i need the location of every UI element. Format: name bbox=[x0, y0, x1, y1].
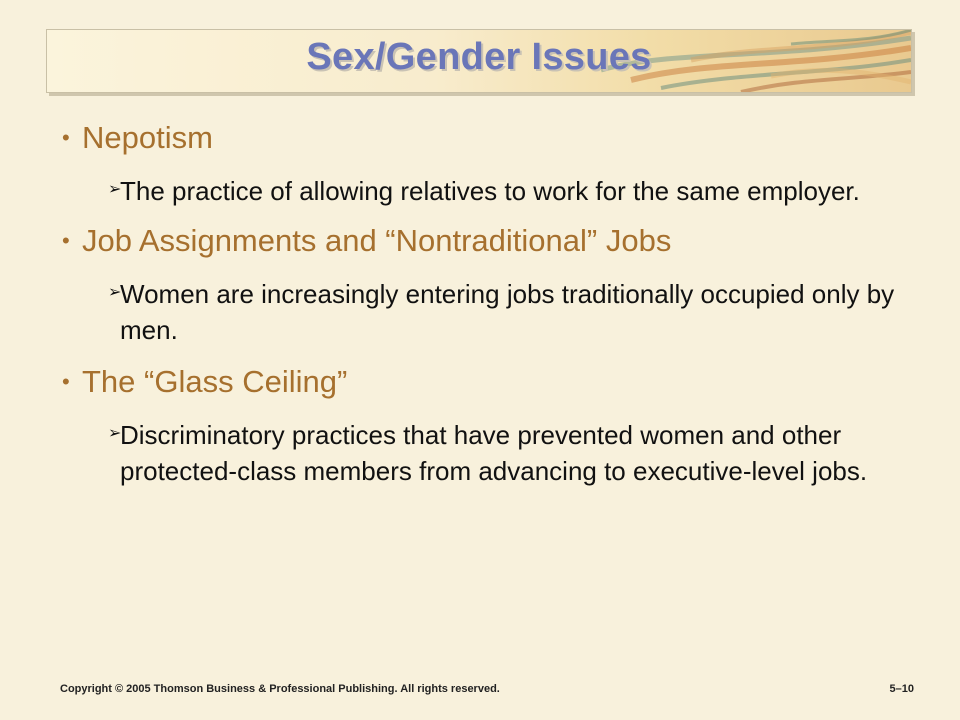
sub-bullet-glass-ceiling bbox=[108, 417, 912, 489]
title-banner bbox=[46, 29, 912, 93]
sub-bullet-job-assignments bbox=[108, 276, 912, 348]
bullet-heading: Job Assignments and “Nontraditional” Jobs bbox=[82, 223, 672, 258]
arrow-right-icon: ➢ bbox=[108, 425, 122, 442]
bullet-heading: The “Glass Ceiling” bbox=[82, 364, 348, 399]
arrow-right-icon: ➢ bbox=[108, 284, 122, 301]
bullet-job-assignments bbox=[62, 221, 912, 264]
footer bbox=[60, 683, 914, 695]
sub-bullet-nepotism bbox=[108, 173, 912, 209]
sub-bullet-text: Discriminatory practices that have prevented women and other protected-class members from advancing to executive-level jobs. bbox=[120, 420, 868, 486]
bullet-dot-icon: • bbox=[62, 228, 70, 253]
arrow-right-icon: ➢ bbox=[108, 181, 122, 198]
bullet-nepotism bbox=[62, 118, 912, 161]
sub-bullet-text: Women are increasingly entering jobs traditionally occupied only by men. bbox=[120, 279, 895, 345]
bullet-dot-icon: • bbox=[62, 369, 70, 394]
bullet-glass-ceiling bbox=[62, 362, 912, 405]
sub-bullet-text: The practice of allowing relatives to work for the same employer. bbox=[120, 176, 860, 206]
slide-number: 5–10 bbox=[889, 683, 914, 695]
copyright-notice: Copyright © 2005 Thomson Business & Professional Publishing. All rights reserved. bbox=[60, 683, 500, 695]
bullet-dot-icon: • bbox=[62, 125, 70, 150]
slide-title: Sex/Gender Issues bbox=[306, 36, 652, 78]
slide-body bbox=[62, 118, 912, 489]
bullet-heading: Nepotism bbox=[82, 120, 213, 155]
